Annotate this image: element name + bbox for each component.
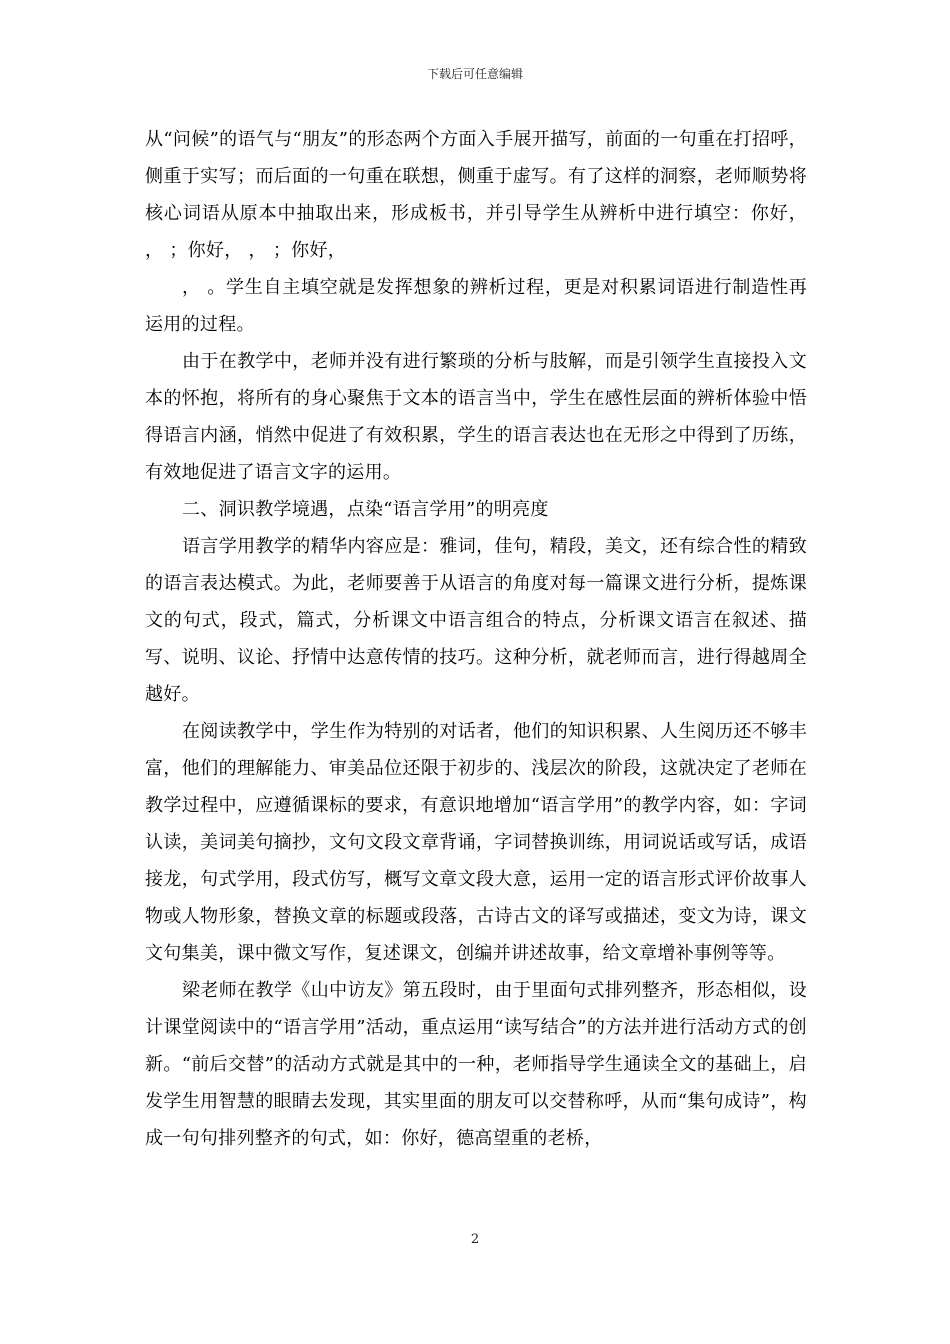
page-number: 2 [470, 1232, 480, 1247]
section-heading: 二、洞识教学境遇，点染“语言学用”的明亮度 [182, 499, 549, 520]
paragraph-teaching-summary: 由于在教学中，老师并没有进行繁琐的分析与肢解，而是引领学生直接投入文本的怀抱，将所有的身心聚焦于文本的语言当中，学生在感性层面的辨析体验中悟得语言内涵，悄然中促进了有效积累，学生的语言表达也在无形之中得到了历练，有效地促进了语言文字的运用。 [145, 351, 807, 483]
document-body [145, 121, 807, 1157]
page-header: 下载后可任意编辑 [426, 67, 523, 81]
paragraph-language-essence: 语言学用教学的精华内容应是：雅词，佳句，精段，美文，还有综合性的精致的语言表达模式。为此，老师要善于从语言的角度对每一篇课文进行分析，提炼课文的句式，段式，篇式，分析课文中语言组合的特点，分析课文语言在叙述、描写、说明、议论、抒情中达意传情的技巧。这种分析，就老师而言，进行得越周全越好。 [145, 536, 807, 705]
paragraph-case-study: 梁老师在教学《山中访友》第五段时，由于里面句式排列整齐，形态相似，设计课堂阅读中的“语言学用”活动，重点运用“读写结合”的方法并进行活动方式的创新。“前后交替”的活动方式就是其中的一种，老师指导学生通读全文的基础上，启发学生用智慧的眼睛去发现，其实里面的朋友可以交替称呼，从而“集句成诗”，构成一句句排列整齐的句式，如：你好，德高望重的老桥， [145, 980, 807, 1149]
paragraph-reading-teaching: 在阅读教学中，学生作为特别的对话者，他们的知识积累、人生阅历还不够丰富，他们的理解能力、审美品位还限于初步的、浅层次的阶段，这就决定了老师在教学过程中，应遵循课标的要求，有意识地增加“语言学用”的教学内容，如：字词认读，美词美句摘抄，文句文段文章背诵，字词替换训练，用词说话或写话，成语接龙，句式学用，段式仿写，概写文章文段大意，运用一定的语言形式评价故事人物或人物形象，替换文章的标题或段落，古诗古文的译写或描述，变文为诗，课文文句集美，课中微文写作，复述课文，创编并讲述故事，给文章增补事例等等。 [145, 721, 807, 964]
paragraph-continuation: 从“问候”的语气与“朋友”的形态两个方面入手展开描写，前面的一句重在打招呼，侧重于实写；而后面的一句重在联想，侧重于虚写。有了这样的洞察，老师顺势将核心词语从原本中抽取出来，形成板书，并引导学生从辨析中进行填空：你好， ， ；你好， ， ；你好， [145, 129, 807, 261]
paragraph-fill-in-blanks: ， 。学生自主填空就是发挥想象的辨析过程，更是对积累词语进行制造性再运用的过程。 [145, 277, 807, 335]
